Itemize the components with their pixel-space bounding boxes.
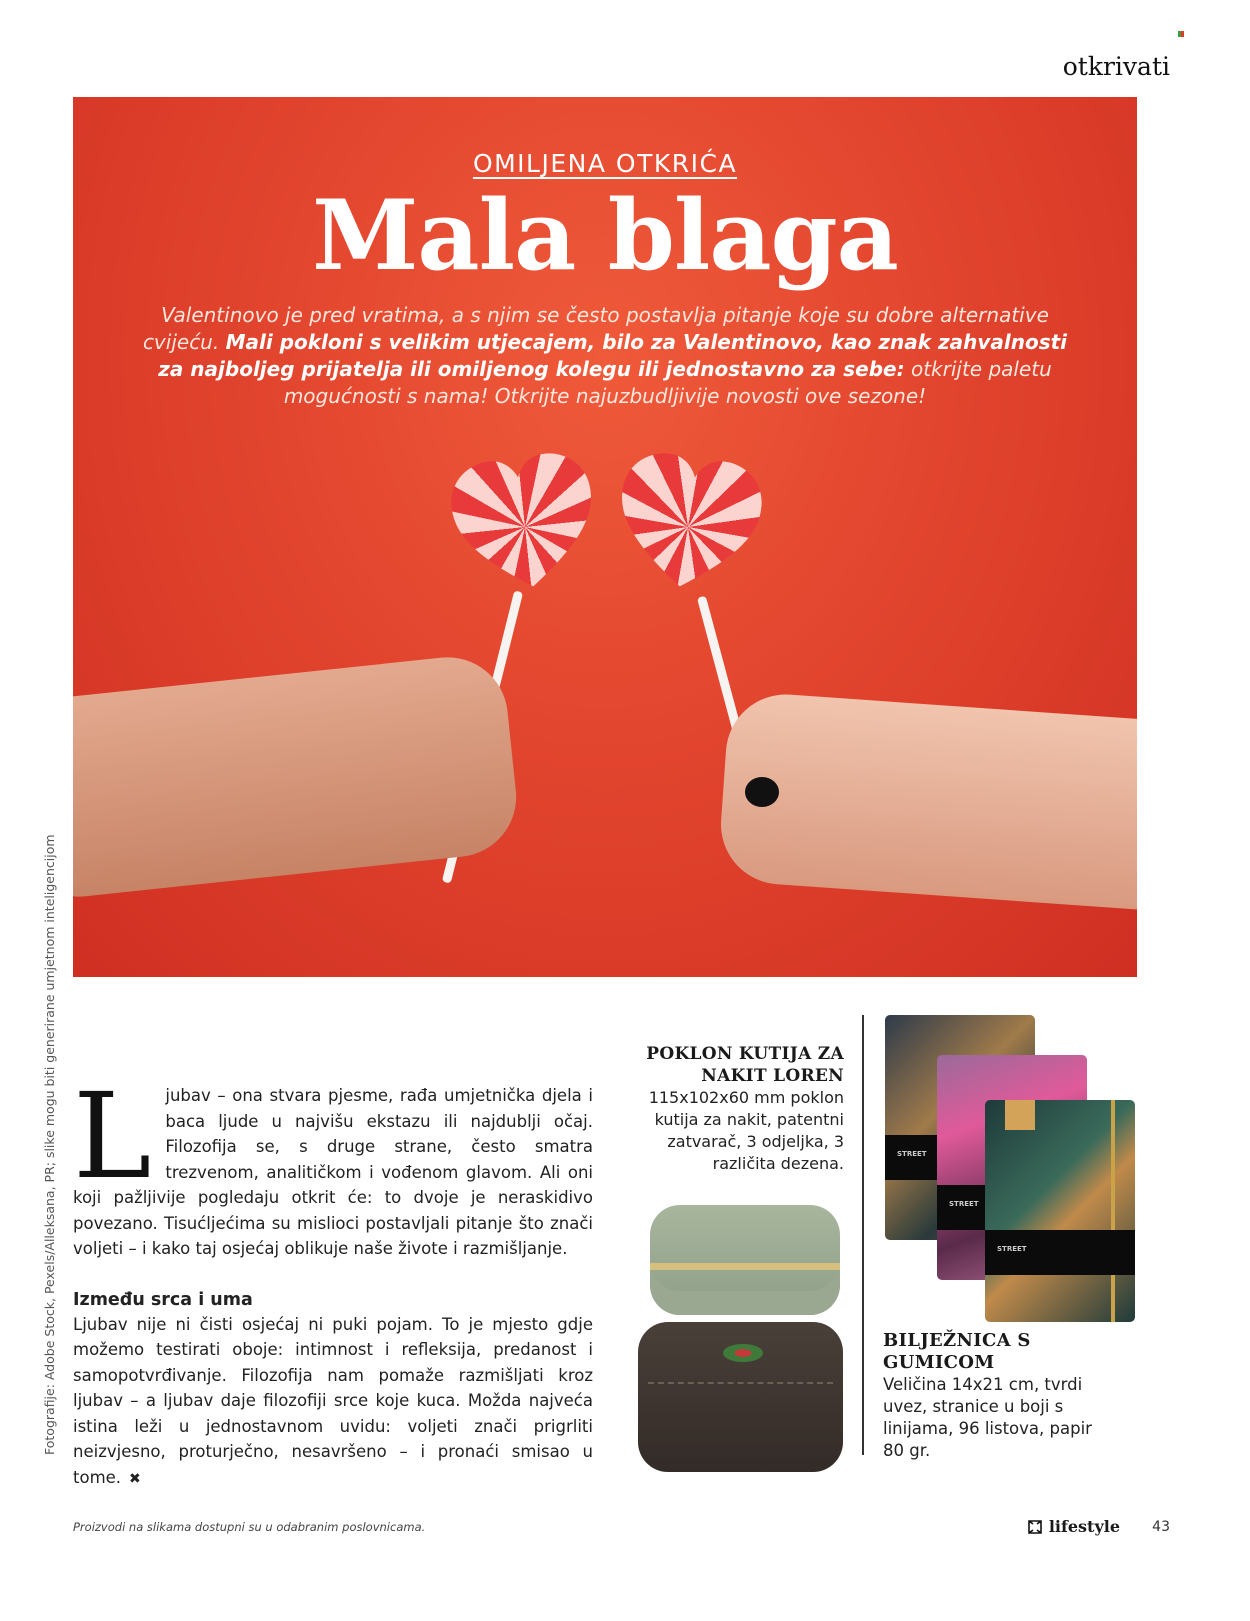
lollipop-heart-left — [446, 448, 604, 606]
corner-mark — [1178, 31, 1184, 37]
product-title: POKLON KUTIJA ZA NAKIT LOREN — [646, 1044, 844, 1086]
notebook-label: STREET — [897, 1150, 927, 1158]
hero-kicker: OMILJENA OTKRIĆA — [472, 149, 738, 178]
product-title: BILJEŽNICA S GUMICOM — [883, 1330, 1031, 1373]
article-subheading: Između srca i uma — [73, 1289, 253, 1310]
lead-bold: Mali pokloni s velikim utjecajem, bilo za Valentinovo, kao znak zahvalnosti za najboljeg prijatelja ili omiljenog kolegu ili jednostavno za sebe: — [158, 330, 1068, 381]
black-nail — [745, 777, 779, 807]
hand-right — [717, 690, 1137, 913]
photo-credit: Fotografije: Adobe Stock, Pexels/Alleksana, PR; slike mogu biti generirane umjetnom inteligencijom — [42, 834, 57, 1455]
page-number: 43 — [1152, 1519, 1170, 1535]
lead-intro: Valentinovo je pred vratima, a s njim se često postavlja pitanje koje su dobre alternative cvijeću. — [142, 303, 1049, 354]
lead-outro: otkrijte paletu mogućnosti s nama! Otkrijte najuzbudljivije novosti ove sezone! — [283, 357, 1052, 408]
brand-name: lifestyle — [1048, 1517, 1120, 1536]
drop-cap: L — [73, 1067, 152, 1205]
jewelry-box-dark-image — [638, 1322, 843, 1472]
paragraph-text: Ljubav nije ni čisti osjećaj ni puki pojam. To je mjesto gdje možemo testirati oboje: intimnost i refleksija, predanost i samopotvrđivanje. Filozofija nam pomaže razmišljati kroz ljubav – a ljubav daje filozofiji srce koje kuca. Možda najveća istina leži u jednostavnom uvidu: voljeti znači prigrliti neizvjesno, proturječno, nesavršeno – i pronaći smisao u tome. — [73, 1314, 593, 1487]
flower-embroidery — [723, 1344, 763, 1362]
product-notebook — [883, 1330, 1113, 1462]
hero-lead — [133, 302, 1077, 410]
article-paragraph: jubav – ona stvara pjesme, rađa umjetnička djela i baca ljude u najvišu ekstazu ili najdublji očaj. Filozofija se, s druge strane, često smatra trezvenom, analitičkom i vođenom glavom. Ali oni koji pažljivije pogledaju otkrit će: to dvoje je neraskidivo povezano. Tisućljećima su mislioci postavljali pitanje što znači voljeti – i kako taj osjećaj oblikuje naše živote i razmišljanje. — [73, 1086, 593, 1258]
end-mark-icon: ✖ — [129, 1470, 141, 1487]
product-description: 115x102x60 mm poklon kutija za nakit, patentni zatvarač, 3 odjeljka, 3 različita dezena. — [648, 1088, 844, 1173]
section-label: otkrivati — [1062, 52, 1170, 81]
product-description: Veličina 14x21 cm, tvrdi uvez, stranice u boji s linijama, 96 listova, papir 80 gr. — [883, 1375, 1092, 1460]
article-paragraph — [73, 1312, 593, 1493]
hero-image — [73, 97, 1137, 977]
product-jewelry-box — [620, 1043, 844, 1175]
brand-icon — [1027, 1519, 1043, 1535]
brand-logo — [1027, 1517, 1120, 1536]
notebook-label: STREET — [997, 1245, 1027, 1253]
jewelry-box-green-image — [650, 1205, 840, 1315]
footer-note: Proizvodi na slikama dostupni su u odabranim poslovnicama. — [73, 1520, 426, 1534]
lollipop-heart-right — [609, 448, 767, 606]
column-divider — [862, 1015, 864, 1455]
article-body — [73, 1067, 593, 1492]
hero-title: Mala blaga — [312, 179, 898, 292]
notebook-image — [985, 1100, 1135, 1322]
notebook-label: STREET — [949, 1200, 979, 1208]
